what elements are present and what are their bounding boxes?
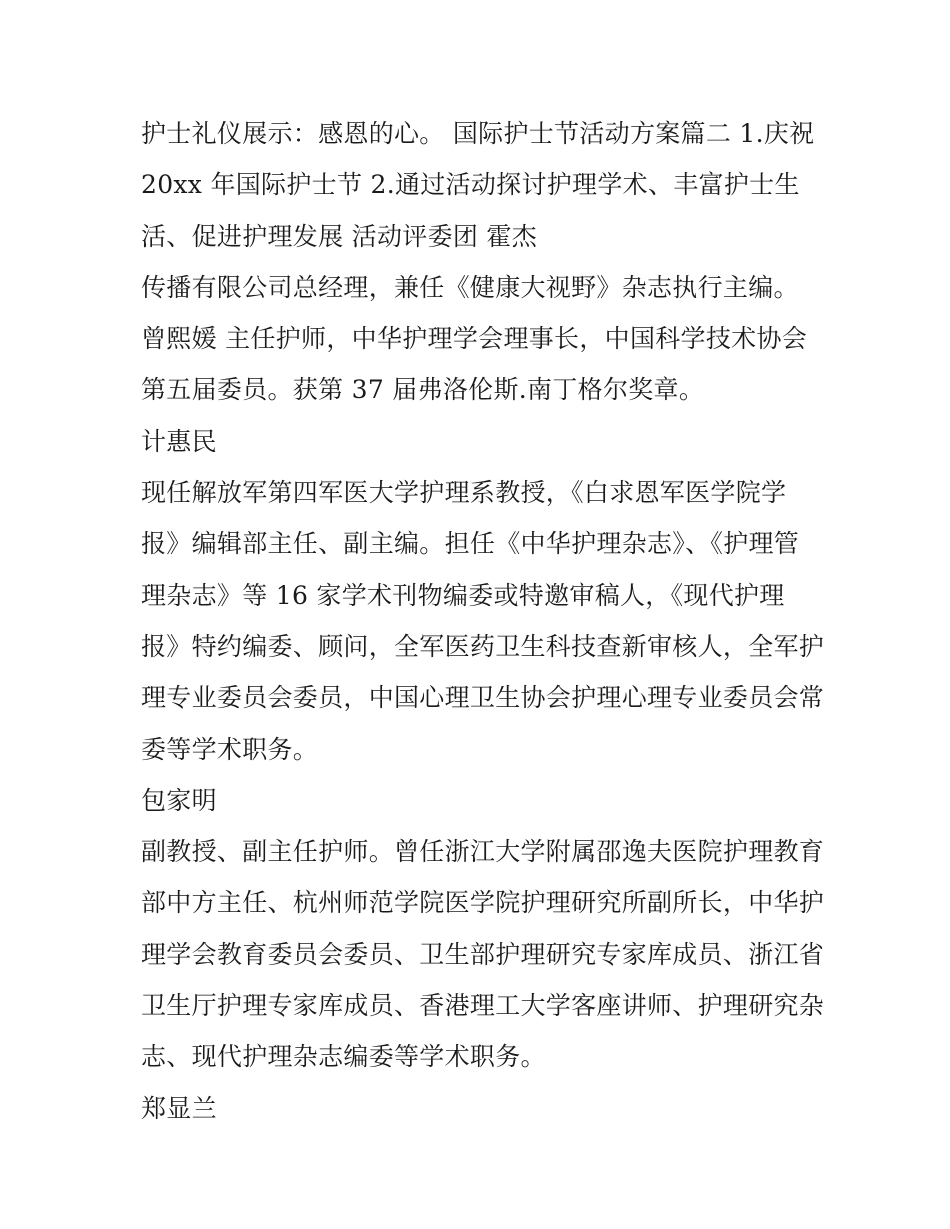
person-name-heading: 计惠民 [141, 426, 217, 456]
person-name-heading: 郑显兰 [141, 1093, 217, 1123]
text-line: 报》编辑部主任、副主编。担任《中华护理杂志》、《护理管 [141, 529, 800, 559]
text-line: 20xx 年国际护士节 2.通过活动探讨护理学术、丰富护士生 [141, 170, 800, 200]
text-line: 护士礼仪展示：感恩的心。 国际护士节活动方案篇二 1.庆祝 [141, 119, 815, 148]
text-line: 第五届委员。获第 37 届弗洛伦斯.南丁格尔奖章。 [141, 375, 705, 405]
text-line: 副教授、副主任护师。曾任浙江大学附属邵逸夫医院护理教育 [141, 837, 825, 867]
text-line: 部中方主任、杭州师范学院医学院护理研究所副所长，中华护 [141, 888, 825, 918]
text-line: 报》特约编委、顾问，全军医药卫生科技查新审核人，全军护 [141, 631, 825, 661]
text-line: 志、现代护理杂志编委等学术职务。 [141, 1042, 546, 1072]
text-line: 理杂志》等 16 家学术刊物编委或特邀审稿人，《现代护理 [141, 580, 785, 610]
text-line: 理学会教育委员会委员、卫生部护理研究专家库成员、浙江省 [141, 939, 825, 969]
text-line: 卫生厅护理专家库成员、香港理工大学客座讲师、护理研究杂 [141, 991, 825, 1021]
text-line: 曾熙媛 主任护师，中华护理学会理事长，中国科学技术协会 [141, 324, 808, 354]
text-line: 活、促进护理发展 活动评委团 霍杰 [141, 221, 537, 251]
document-body [141, 108, 825, 1134]
text-line: 委等学术职务。 [141, 734, 319, 764]
text-line: 传播有限公司总经理，兼任《健康大视野》杂志执行主编。 [141, 272, 799, 302]
text-line: 理专业委员会委员，中国心理卫生协会护理心理专业委员会常 [141, 683, 825, 713]
person-name-heading: 包家明 [141, 785, 217, 815]
text-line: 现任解放军第四军医大学护理系教授，《白求恩军医学院学 [141, 478, 787, 508]
